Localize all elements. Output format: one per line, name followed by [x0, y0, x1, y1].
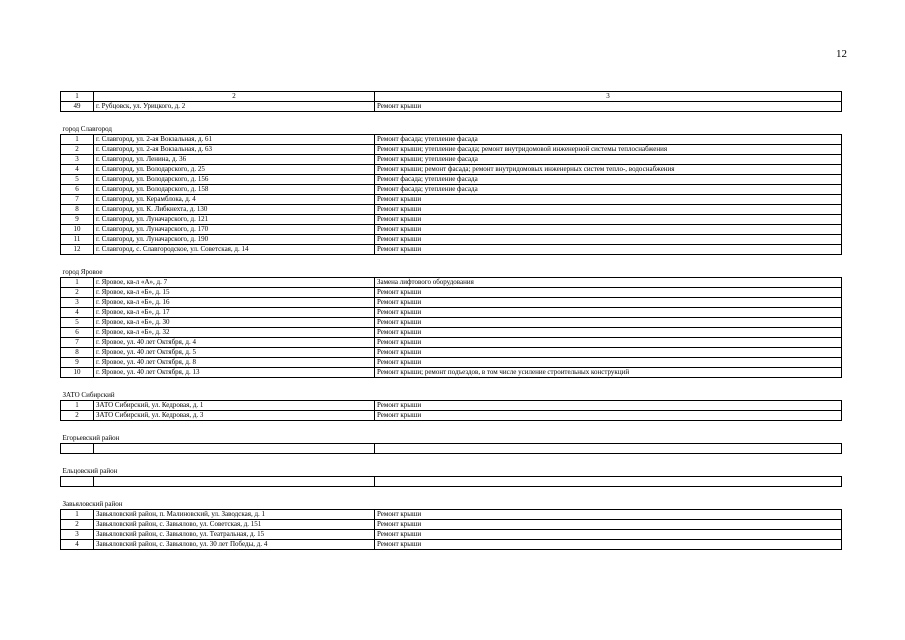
row-address [94, 477, 375, 487]
row-number [61, 477, 94, 487]
table-row [61, 278, 842, 288]
table-row [61, 348, 842, 358]
row-work-type: Ремонт крыши [375, 298, 842, 308]
table-row [61, 368, 842, 378]
section-heading-row [61, 454, 842, 477]
row-number: 49 [61, 102, 94, 112]
table-header-row [61, 92, 842, 102]
table-row [61, 477, 842, 487]
row-address: г. Яровое, кв-л «А», д. 7 [94, 278, 375, 288]
row-work-type: Ремонт крыши [375, 195, 842, 205]
table-row [61, 245, 842, 255]
section-heading-row [61, 112, 842, 135]
row-address: г. Славгород, ул. Луначарского, д. 190 [94, 235, 375, 245]
row-work-type: Ремонт крыши [375, 338, 842, 348]
row-work-type: Ремонт крыши [375, 308, 842, 318]
table-row [61, 155, 842, 165]
row-number: 9 [61, 358, 94, 368]
table-row [61, 165, 842, 175]
header-col-2: 2 [94, 92, 375, 102]
row-address [94, 444, 375, 454]
table-row [61, 401, 842, 411]
row-number: 9 [61, 215, 94, 225]
section-heading-row [61, 378, 842, 401]
row-number: 3 [61, 298, 94, 308]
table-row [61, 205, 842, 215]
row-work-type: Ремонт крыши; ремонт фасада; ремонт внутридомовых инженерных систем тепло-, водоснабжения [375, 165, 842, 175]
row-number: 6 [61, 328, 94, 338]
row-address: г. Яровое, ул. 40 лет Октября, д. 13 [94, 368, 375, 378]
table-row [61, 288, 842, 298]
row-number: 5 [61, 175, 94, 185]
table-row [61, 328, 842, 338]
table-row [61, 185, 842, 195]
row-number: 11 [61, 235, 94, 245]
section-title: город Яровое [62, 268, 103, 276]
row-address: г. Яровое, ул. 40 лет Октября, д. 8 [94, 358, 375, 368]
section-title: Завьяловский район [62, 500, 123, 508]
row-address: г. Славгород, ул. Ленина, д. 36 [94, 155, 375, 165]
section-heading-row [61, 487, 842, 510]
row-number: 7 [61, 195, 94, 205]
header-col-1: 1 [61, 92, 94, 102]
row-number: 2 [61, 411, 94, 421]
row-address: г. Славгород, с. Славгородское, ул. Советская, д. 14 [94, 245, 375, 255]
row-work-type: Замена лифтового оборудования [375, 278, 842, 288]
table-row [61, 510, 842, 520]
row-address: г. Яровое, кв-л «Б», д. 16 [94, 298, 375, 308]
row-address: г. Славгород, ул. Володарского, д. 156 [94, 175, 375, 185]
row-number: 4 [61, 540, 94, 550]
section-title: Ельцовский район [62, 467, 118, 475]
row-number: 10 [61, 225, 94, 235]
row-number: 10 [61, 368, 94, 378]
table-row [61, 145, 842, 155]
row-address: г. Славгород, ул. Луначарского, д. 170 [94, 225, 375, 235]
row-work-type: Ремонт крыши [375, 540, 842, 550]
row-number: 1 [61, 135, 94, 145]
row-number: 4 [61, 308, 94, 318]
row-address: Завьяловский район, с. Завьялово, ул. Советская, д. 151 [94, 520, 375, 530]
row-work-type: Ремонт крыши [375, 530, 842, 540]
row-address: г. Славгород, ул. Володарского, д. 25 [94, 165, 375, 175]
row-number: 8 [61, 205, 94, 215]
row-work-type: Ремонт крыши; утепление фасада; ремонт внутридомовой инженерной системы теплоснабжения [375, 145, 842, 155]
page-number: 12 [836, 48, 847, 60]
row-address: г. Яровое, кв-л «Б», д. 17 [94, 308, 375, 318]
row-address: г. Яровое, ул. 40 лет Октября, д. 4 [94, 338, 375, 348]
table-row [61, 175, 842, 185]
table-row [61, 308, 842, 318]
row-work-type [375, 477, 842, 487]
table-row [61, 411, 842, 421]
repair-program-table [60, 91, 842, 550]
row-work-type: Ремонт крыши [375, 235, 842, 245]
row-address: Завьяловский район, с. Завьялово, ул. Театральная, д. 15 [94, 530, 375, 540]
row-work-type: Ремонт крыши [375, 348, 842, 358]
row-work-type: Ремонт крыши; утепление фасада [375, 155, 842, 165]
row-number: 7 [61, 338, 94, 348]
row-number: 3 [61, 530, 94, 540]
row-work-type: Ремонт фасада; утепление фасада [375, 185, 842, 195]
table-row [61, 520, 842, 530]
row-address: ЗАТО Сибирский, ул. Кедровая, д. 3 [94, 411, 375, 421]
row-work-type: Ремонт крыши [375, 510, 842, 520]
row-number: 5 [61, 318, 94, 328]
row-address: г. Яровое, кв-л «Б», д. 32 [94, 328, 375, 338]
table-body [61, 92, 842, 550]
table-row [61, 358, 842, 368]
row-work-type: Ремонт крыши [375, 318, 842, 328]
row-address: г. Яровое, кв-л «Б», д. 15 [94, 288, 375, 298]
table-row [61, 235, 842, 245]
row-number: 12 [61, 245, 94, 255]
row-address: г. Рубцовск, ул. Урицкого, д. 2 [94, 102, 375, 112]
table-row [61, 298, 842, 308]
section-heading-row [61, 255, 842, 278]
row-number: 1 [61, 401, 94, 411]
row-work-type: Ремонт крыши; ремонт подъездов, в том числе усиление строительных конструкций [375, 368, 842, 378]
row-work-type: Ремонт крыши [375, 245, 842, 255]
table-row [61, 444, 842, 454]
table-row [61, 318, 842, 328]
row-number: 1 [61, 510, 94, 520]
row-work-type: Ремонт крыши [375, 205, 842, 215]
row-work-type: Ремонт крыши [375, 225, 842, 235]
section-title: город Славгород [62, 125, 112, 133]
row-work-type: Ремонт фасада; утепление фасада [375, 135, 842, 145]
header-col-3: 3 [375, 92, 842, 102]
row-number [61, 444, 94, 454]
table-row [61, 135, 842, 145]
table-row [61, 530, 842, 540]
row-number: 6 [61, 185, 94, 195]
row-address: г. Яровое, кв-л «Б», д. 30 [94, 318, 375, 328]
row-address: Завьяловский район, с. Завьялово, ул. 30 лет Победы, д. 4 [94, 540, 375, 550]
section-title: Егорьевский район [62, 434, 120, 442]
row-address: г. Славгород, ул. 2-ая Вокзальная, д. 61 [94, 135, 375, 145]
row-number: 1 [61, 278, 94, 288]
table-row [61, 225, 842, 235]
row-number: 2 [61, 288, 94, 298]
row-address: г. Славгород, ул. Володарского, д. 158 [94, 185, 375, 195]
table-row [61, 195, 842, 205]
row-number: 2 [61, 520, 94, 530]
row-work-type: Ремонт крыши [375, 358, 842, 368]
row-work-type: Ремонт крыши [375, 288, 842, 298]
table-row [61, 540, 842, 550]
section-heading-row [61, 421, 842, 444]
table-row [61, 338, 842, 348]
row-work-type: Ремонт крыши [375, 328, 842, 338]
row-work-type [375, 444, 842, 454]
row-number: 3 [61, 155, 94, 165]
row-work-type: Ремонт крыши [375, 215, 842, 225]
row-work-type: Ремонт крыши [375, 401, 842, 411]
row-address: г. Славгород, ул. Луначарского, д. 121 [94, 215, 375, 225]
row-number: 8 [61, 348, 94, 358]
row-work-type: Ремонт крыши [375, 520, 842, 530]
row-work-type: Ремонт крыши [375, 102, 842, 112]
table-row [61, 102, 842, 112]
row-number: 2 [61, 145, 94, 155]
row-address: г. Славгород, ул. Керамблока, д. 4 [94, 195, 375, 205]
table-row [61, 215, 842, 225]
row-address: Завьяловский район, п. Малиновский, ул. Заводская, д. 1 [94, 510, 375, 520]
row-address: ЗАТО Сибирский, ул. Кедровая, д. 1 [94, 401, 375, 411]
row-address: г. Славгород, ул. 2-ая Вокзальная, д. 63 [94, 145, 375, 155]
row-number: 4 [61, 165, 94, 175]
row-address: г. Славгород, ул. К. Либкнехта, д. 130 [94, 205, 375, 215]
row-address: г. Яровое, ул. 40 лет Октября, д. 5 [94, 348, 375, 358]
row-work-type: Ремонт фасада; утепление фасада [375, 175, 842, 185]
section-title: ЗАТО Сибирский [62, 391, 115, 399]
row-work-type: Ремонт крыши [375, 411, 842, 421]
